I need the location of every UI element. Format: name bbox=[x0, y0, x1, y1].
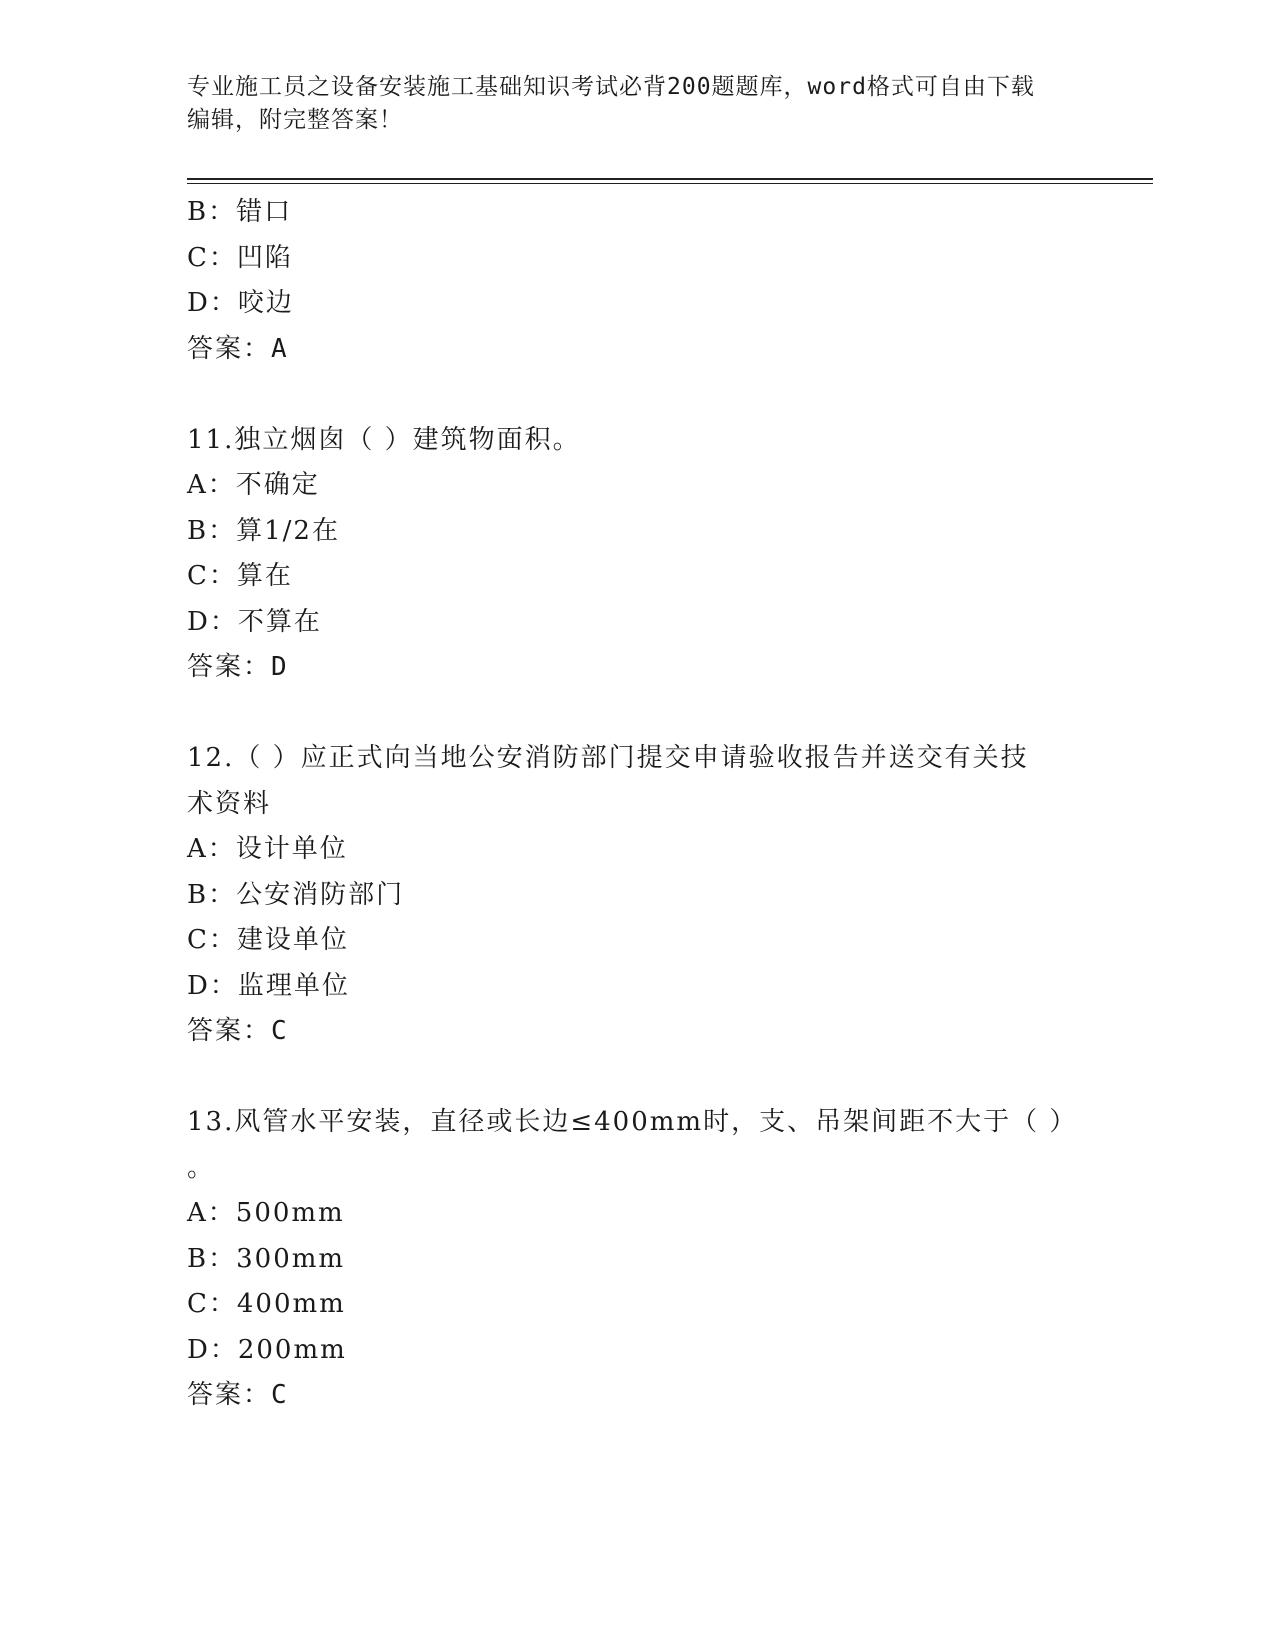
answer-line: 答案：C bbox=[187, 1380, 289, 1410]
question-text-line-2: 术资料 bbox=[187, 788, 272, 819]
question-11 bbox=[187, 418, 1087, 691]
header-divider-thin bbox=[187, 183, 1153, 184]
question-text: 11.独立烟囱（ ）建筑物面积。 bbox=[187, 424, 581, 455]
option-c: C：算在 bbox=[187, 561, 293, 591]
header-title-line-2: 编辑，附完整答案！ bbox=[187, 107, 403, 133]
option-a: A：不确定 bbox=[187, 470, 320, 500]
option-d: D：不算在 bbox=[187, 606, 322, 637]
spacer bbox=[187, 1055, 1087, 1101]
option-c: C：凹陷 bbox=[187, 242, 293, 273]
option-b: B：公安消防部门 bbox=[187, 879, 405, 910]
answer-line: 答案：D bbox=[187, 652, 289, 682]
option-d: D：咬边 bbox=[187, 288, 294, 318]
option-a: A：设计单位 bbox=[187, 834, 348, 864]
option-d: D：200mm bbox=[187, 1334, 347, 1365]
question-list bbox=[187, 190, 1087, 1419]
answer-line: 答案：A bbox=[187, 333, 289, 364]
question-text-line-1: 13.风管水平安装，直径或长边≤400mm时，支、吊架间距不大于（ ） bbox=[187, 1107, 1078, 1137]
answer-line: 答案：C bbox=[187, 1016, 289, 1046]
option-a: A：500mm bbox=[187, 1198, 345, 1228]
option-b: B：300mm bbox=[187, 1243, 346, 1274]
question-text-line-2: 。 bbox=[187, 1152, 216, 1183]
question-text-line-1: 12.（ ）应正式向当地公安消防部门提交申请验收报告并送交有关技 bbox=[187, 743, 1029, 773]
spacer bbox=[187, 691, 1087, 737]
document-header bbox=[187, 71, 1087, 137]
option-b: B：错口 bbox=[187, 197, 293, 227]
question-10 bbox=[187, 190, 1087, 372]
question-12 bbox=[187, 736, 1087, 1055]
option-c: C：400mm bbox=[187, 1289, 346, 1319]
header-title-line-1: 专业施工员之设备安装施工基础知识考试必背200题题库，word格式可自由下载 bbox=[187, 74, 1035, 100]
header-divider-thick bbox=[187, 178, 1153, 180]
option-d: D：监理单位 bbox=[187, 970, 350, 1001]
spacer bbox=[187, 372, 1087, 418]
question-13 bbox=[187, 1100, 1087, 1419]
option-b: B：算1/2在 bbox=[187, 515, 340, 546]
option-c: C：建设单位 bbox=[187, 925, 349, 955]
